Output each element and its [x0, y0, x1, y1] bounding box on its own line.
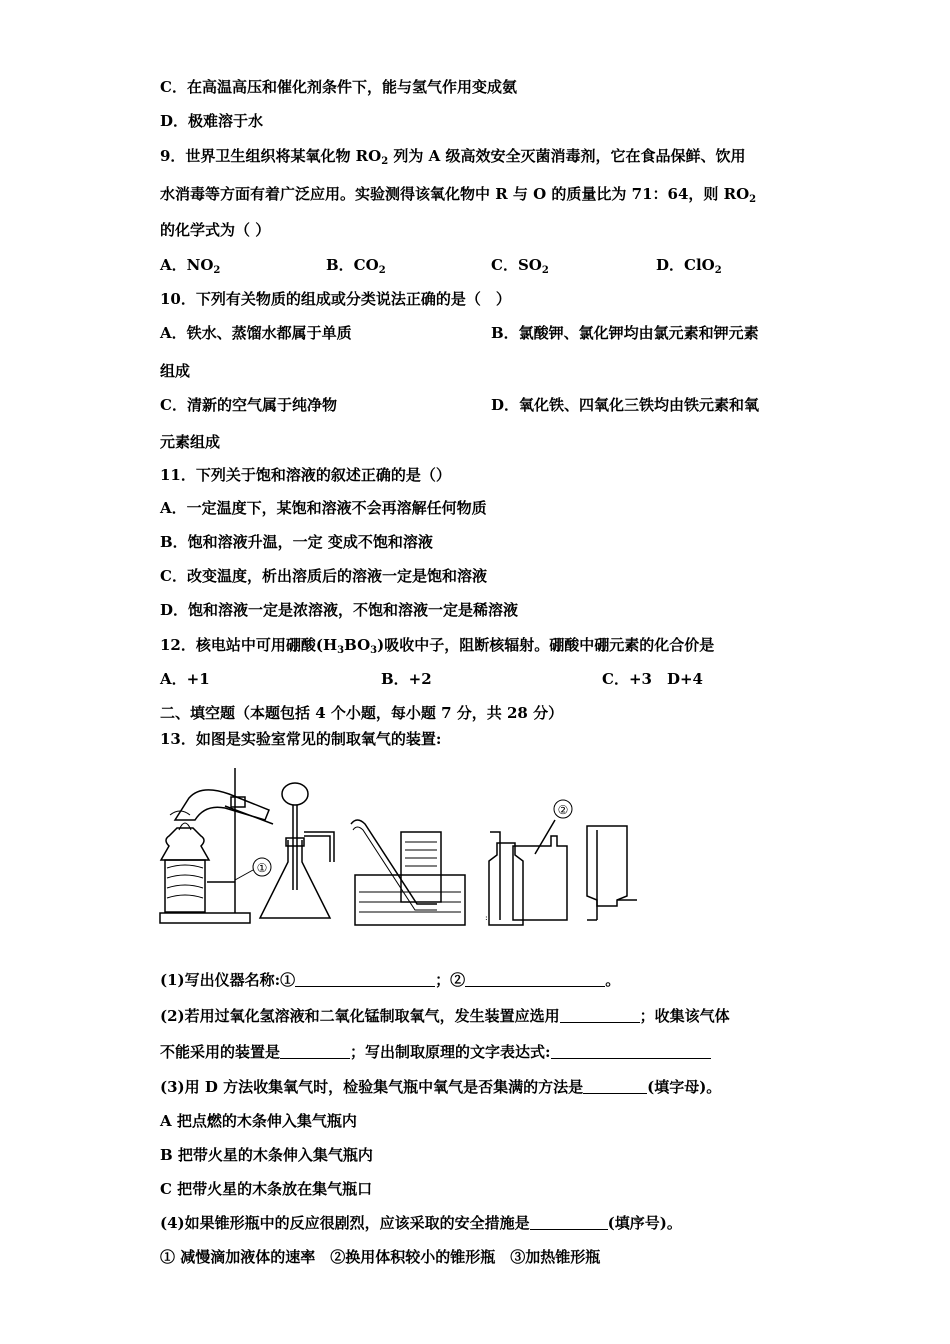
- blank-safety[interactable]: [530, 1215, 608, 1230]
- q13-part4: (4)如果锥形瓶中的反应很剧烈，应该采取的安全措施是 (填序号)。: [160, 1214, 682, 1232]
- q12-stem: 12．核电站中可用硼酸$(H_3BO_3)$吸收中子，阻断核辐射。硼酸中硼元素的化合价是: [160, 636, 715, 656]
- q9-option-c: C．$SO_2$: [491, 256, 549, 276]
- q11-stem: 11．下列关于饱和溶液的叙述正确的是（）: [160, 466, 451, 484]
- q13-option-a: A 把点燃的木条伸入集气瓶内: [160, 1112, 357, 1130]
- blank-method[interactable]: [583, 1079, 647, 1094]
- q13-option-c: C 把带火星的木条放在集气瓶口: [160, 1180, 373, 1198]
- q10-option-a: A．铁水、蒸馏水都属于单质: [160, 324, 352, 342]
- q13-part2-line2: 不能采用的装置是 ；写出制取原理的文字表达式:: [160, 1042, 711, 1062]
- q9-stem-line2: 水消毒等方面有着广泛应用。实验测得该氧化物中 R 与 O 的质量比为 71：64，则 $RO_2$: [160, 185, 757, 205]
- q11-option-a: A．一定温度下，某饱和溶液不会再溶解任何物质: [160, 499, 487, 517]
- q13-stem: 13．如图是实验室常见的制取氧气的装置:: [160, 730, 442, 748]
- q9-option-b: B．$CO_2$: [326, 256, 386, 276]
- blank-collector[interactable]: [280, 1044, 350, 1059]
- q10-option-b-cont: 组成: [160, 362, 191, 380]
- blank-instrument-1[interactable]: [295, 972, 435, 987]
- q12-option-cd: C．+3 D+4: [602, 670, 703, 688]
- q11-option-b: B．饱和溶液升温，一定 变成不饱和溶液: [160, 533, 433, 551]
- apparatus-b-conical-flask: [260, 783, 334, 918]
- blank-instrument-2[interactable]: [465, 972, 605, 987]
- q9-option-a: A．$NO_2$: [160, 256, 221, 276]
- q13-part3: (3)用 D 方法收集氧气时，检验集气瓶中氧气是否集满的方法是 (填字母)。: [160, 1078, 722, 1096]
- apparatus-f-inverted-bottle: [587, 826, 637, 920]
- q8-option-d: D．极难溶于水: [160, 112, 264, 130]
- label-1-pointer: [235, 870, 253, 880]
- q13-measures: ① 减慢滴加液体的速率 ②换用体积较小的锥形瓶 ③加热锥形瓶: [160, 1248, 601, 1266]
- blank-equation[interactable]: [551, 1044, 711, 1059]
- q13-part2-line1: (2)若用过氧化氢溶液和二氧化锰制取氧气，发生装置应选用 ；收集该气体: [160, 1007, 730, 1025]
- apparatus-e-downward-collection: [513, 820, 567, 920]
- q13-option-b: B 把带火星的木条伸入集气瓶内: [160, 1146, 373, 1164]
- label-1: ①: [256, 861, 268, 875]
- section-2-title: 二、填空题（本题包括 4 个小题，每小题 7 分，共 28 分）: [160, 704, 564, 722]
- apparatus-figure: [155, 760, 645, 930]
- q10-stem: 10．下列有关物质的组成或分类说法正确的是（ ）: [160, 290, 511, 308]
- q12-option-b: B．+2: [381, 670, 432, 688]
- apparatus-c-water-trough: [351, 820, 465, 925]
- q9-option-d: D．ClO$_2$: [656, 256, 722, 276]
- q13-part1: (1)写出仪器名称:① ；② 。: [160, 971, 621, 989]
- blank-generator[interactable]: [560, 1008, 640, 1023]
- q10-option-c: C．清新的空气属于纯净物: [160, 396, 337, 414]
- apparatus-d-mark: :: [485, 913, 488, 922]
- q9-stem-line1: 9．世界卫生组织将某氧化物 $RO_2$ 列为 A 级高效安全灭菌消毒剂，它在食品保鲜、饮用: [160, 147, 746, 167]
- q12-option-a: A．+1: [160, 670, 210, 688]
- q10-option-b: B．氯酸钾、氯化钾均由氯元素和钾元素: [491, 324, 759, 342]
- q9-stem-line3: 的化学式为（ ）: [160, 221, 271, 239]
- q10-option-d: D．氧化铁、四氧化三铁均由铁元素和氧: [491, 396, 760, 414]
- q10-option-d-cont: 元素组成: [160, 433, 221, 451]
- apparatus-a-heating: [160, 768, 273, 923]
- label-2: ②: [557, 803, 569, 817]
- q8-option-c: C．在高温高压和催化剂条件下，能与氢气作用变成氨: [160, 78, 517, 96]
- q11-option-d: D．饱和溶液一定是浓溶液，不饱和溶液一定是稀溶液: [160, 601, 519, 619]
- q11-option-c: C．改变温度，析出溶质后的溶液一定是饱和溶液: [160, 567, 487, 585]
